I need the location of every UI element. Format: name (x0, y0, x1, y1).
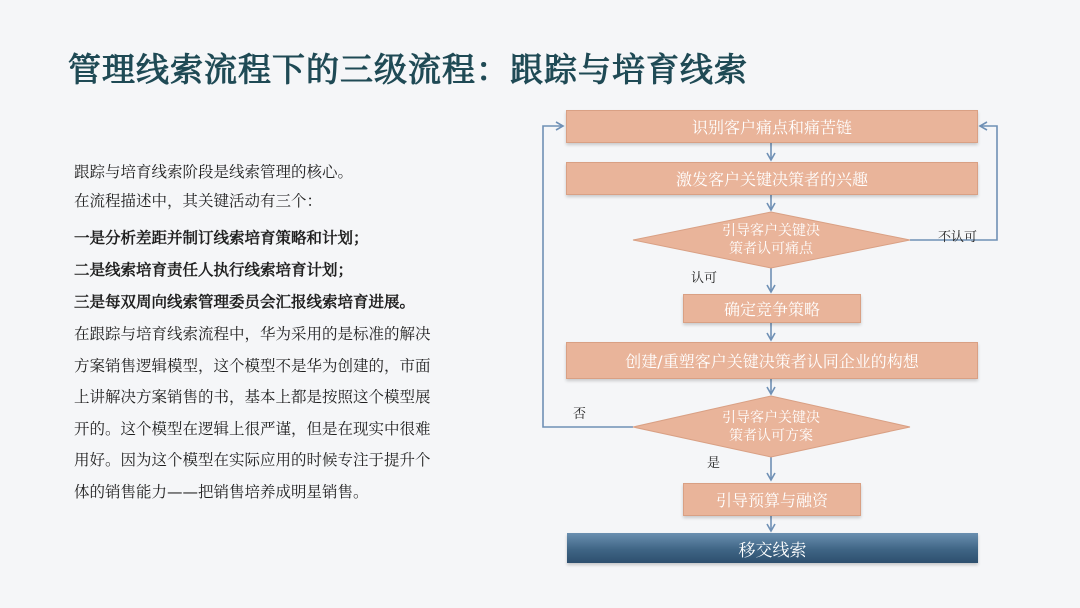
paragraph-line-5: 用好。因为这个模型在实际应用的时候专注于提升个 (74, 451, 431, 469)
decision1-yes-label: 认可 (691, 271, 718, 286)
decision1-no-label: 不认可 (938, 230, 978, 245)
step-build-vision: 创建/重塑客户关键决策者认同企业的构想 (566, 342, 978, 379)
activity-2: 二是线索培育责任人执行线索培育计划； (74, 261, 354, 279)
decision2-yes-label: 是 (707, 456, 721, 471)
decision1-label (700, 222, 842, 258)
activity-1: 一是分析差距并制订线索培育策略和计划； (74, 229, 369, 247)
paragraph-line-1: 在跟踪与培育线索流程中，华为采用的是标准的解决 (74, 325, 431, 343)
paragraph-line-6: 体的销售能力——把销售培养成明星销售。 (74, 482, 369, 501)
step-arouse-interest: 激发客户关键决策者的兴趣 (566, 162, 978, 195)
intro-line-2: 在流程描述中，其关键活动有三个： (74, 192, 323, 210)
decision2-label (700, 409, 842, 445)
intro-line-1: 跟踪与培育线索阶段是线索管理的核心。 (74, 163, 354, 181)
step-budget-financing: 引导预算与融资 (683, 483, 861, 516)
activity-3: 三是每双周向线索管理委员会汇报线索培育进展。 (74, 293, 416, 311)
paragraph-line-4: 开的。这个模型在逻辑上很严谨，但是在现实中很难 (74, 419, 431, 438)
decision1-label-line1: 引导客户关键决 (722, 223, 820, 239)
decision2-label-line1: 引导客户关键决 (722, 410, 820, 426)
step-competitive-strategy: 确定竞争策略 (683, 294, 861, 323)
step-identify-pain: 识别客户痛点和痛苦链 (566, 110, 978, 143)
paragraph-line-3: 上讲解决方案销售的书，基本上都是按照这个模型展 (74, 388, 431, 406)
page-title: 管理线索流程下的三级流程：跟踪与培育线索 (68, 50, 748, 89)
final-handover-lead: 移交线索 (567, 533, 978, 563)
decision1-label-line2: 策者认可痛点 (729, 241, 813, 257)
paragraph-line-2: 方案销售逻辑模型，这个模型不是华为创建的，市面 (74, 356, 431, 375)
decision2-label-line2: 策者认可方案 (729, 428, 813, 444)
decision2-no-label: 否 (573, 407, 587, 422)
